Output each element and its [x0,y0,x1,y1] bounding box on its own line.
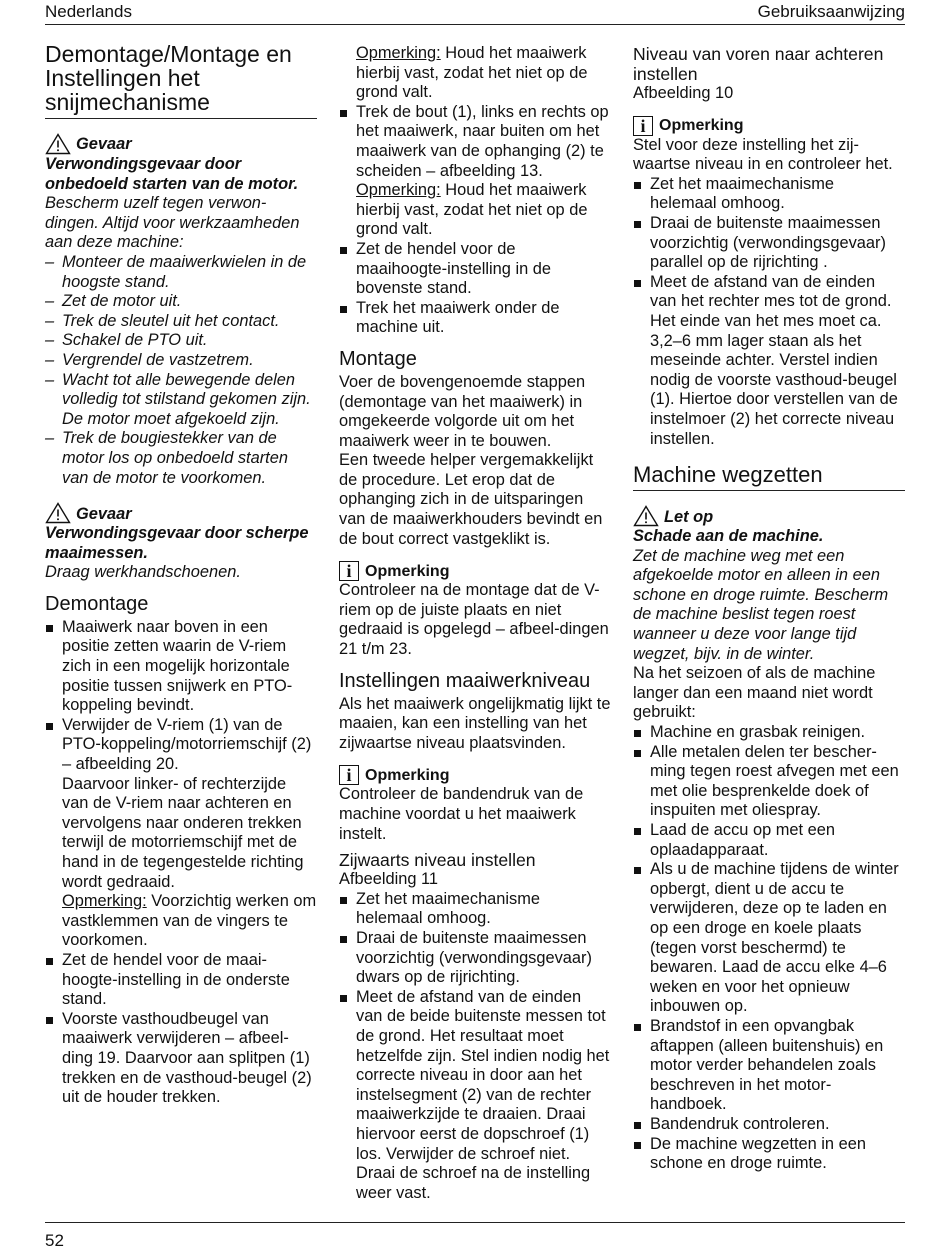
wegzetten-heading: Machine wegzetten [633,463,905,491]
note-text: Controleer na de montage dat de V-riem op de juiste plaats en niet gedraaid is opgelegd – afbeel-dingen 21 t/m 23. [339,581,609,659]
page-header [45,0,905,25]
list-item: De machine wegzetten in een schone en droge ruimte. [633,1135,905,1174]
caution-label: Let op [664,507,714,526]
caution-text: Zet de machine weg met een afgekoelde motor en alleen in een schone en droge ruimte. Bescherm de machine beslist tegen roest wanneer u deze voor lange tijd wegzet, bijv. in de winter. [633,546,889,663]
continued-note [339,44,611,103]
header-doc-type: Gebruiksaanwijzing [757,2,905,21]
note-label: Opmerking: [356,181,441,200]
list-item: Als u de machine tijdens de winter opbergt, dient u de accu te verwijderen, deze op te laden en op een droge en koele plaats (tegen vorst beschermd) te bewaren. Laad de accu elke 4–6 weken en voor het opnieuw inbouwen op. [633,860,905,1017]
warning-triangle-icon [45,502,71,524]
zijwaarts-list [339,890,611,1204]
demontage-list-cont [339,103,611,338]
note-header [339,561,611,581]
warning-text: Draag werkhandschoenen. [45,563,241,582]
info-i-icon: i [339,765,359,785]
list-item: Bandendruk controleren. [633,1115,905,1135]
list-item: Brandstof in een opvangbak aftappen (alleen buitenshuis) en motor verder behandelen zoals beschreven in het motor-handboek. [633,1017,905,1115]
warning-label: Gevaar [76,504,132,523]
list-item: Zet het maaimechanisme helemaal omhoog. [339,890,611,929]
list-item: Draai de buitenste maaimessen voorzichtig (verwondingsgevaar) parallel op de rijrichting . [633,214,905,273]
page-number: 52 [45,1231,64,1250]
montage-paragraph: Voer de bovengenoemde stappen (demontage van het maaiwerk) in omgekeerde volgorde uit om het maaiwerk weer in te bouwen. [339,372,586,450]
column-1 [45,42,317,1108]
list-item: Draai de buitenste maaimessen voorzichtig (verwondingsgevaar) dwars op de rijrichting. [339,929,611,988]
list-item: Machine en grasbak reinigen. [633,723,905,743]
list-item: – Trek de sleutel uit het contact. [45,312,317,332]
list-item: – Wacht tot alle bewegende delen volledig tot stilstand gekomen zijn. De motor moet afgekoeld zijn. [45,371,317,430]
section-title: Demontage/Montage en Instellingen het snijmechanisme [45,42,317,119]
list-item: – Zet de motor uit. [45,292,317,312]
note-label: Opmerking: [356,44,441,62]
figure-reference: Afbeelding 10 [633,84,734,102]
list-item: Zet het maaimechanisme helemaal omhoog. [633,175,905,214]
note-text: Stel voor deze instelling het zij-waartse niveau in en controleer het. [633,135,893,174]
list-item [45,716,317,951]
list-item: – Trek de bougiestekker van de motor los op onbedoeld starten van de motor te voorkomen. [45,429,317,488]
instellingen-heading: Instellingen maaiwerkniveau [339,669,591,692]
note-label: Opmerking [365,562,450,580]
note-label: Opmerking [659,117,744,134]
header-language: Nederlands [45,2,132,21]
warning-headline: Verwondingsgevaar door scherpe maaimessen. [45,524,309,562]
warning-headline: Verwondingsgevaar door onbedoeld starten van de motor. [45,155,299,193]
caution-header [633,505,905,527]
wegzetten-intro: Na het seizoen of als de machine langer dan een maand niet wordt gebruikt: [633,664,876,722]
list-item: Zet de hendel voor de maaihoogte-instelling in de bovenste stand. [339,240,611,299]
warning-header-1 [45,133,317,155]
column-2 [339,44,611,1203]
list-item: Zet de hendel voor de maai-hoogte-instelling in de onderste stand. [45,951,317,1010]
info-i-icon: i [339,561,359,581]
list-item: – Schakel de PTO uit. [45,331,317,351]
item-extra: Daarvoor linker- of rechterzijde van de V-riem naar achteren en vervolgens naar onderen trekken terwijl de motorriemschijf met de hand in de tegengestelde richting wordt gedraaid. [62,774,304,891]
demontage-heading: Demontage [45,592,149,615]
column-3 [633,44,905,1174]
warning-triangle-icon [633,505,659,527]
niveau-list [633,175,905,449]
note-label: Opmerking [365,766,450,784]
montage-paragraph: Een tweede helper vergemakkelijkt de procedure. Let erop dat de ophanging zich in de uitsparingen van de maaiwerkhouders bevindt en de bout correct vastgeklikt is. [339,451,603,548]
list-item: Maaiwerk naar boven in een positie zetten waarin de V-riem zich in een mogelijk horizontale positie tussen snijwerk en PTO-koppeling bevindt. [45,618,317,716]
figure-reference: Afbeelding 11 [339,870,439,889]
list-item: – Vergrendel de vastzetrem. [45,351,317,371]
list-item: Meet de afstand van de einden van het rechter mes tot de grond. Het einde van het mes moet ca. 3,2–6 mm lager staan als het meseinde achter. Verstel indien nodig de voorste vasthoud-beugel (1). Hiertoe door verstellen van de instelmoer (2) het correcte niveau instellen. [633,273,905,449]
warning-list [45,253,317,488]
warning-text: Bescherm uzelf tegen verwon-dingen. Altijd voor werkzaamheden aan deze machine: [45,194,300,252]
item-main: Trek de bout (1), links en rechts op het maaiwerk, naar buiten om het maaiwerk van de ophanging (2) te scheiden – afbeelding 13. [356,102,609,180]
note-label: Opmerking: [62,892,147,911]
instellingen-paragraph: Als het maaiwerk ongelijkmatig lijkt te maaien, kan een instelling van het zijwaartse niveau plaatsvinden. [339,694,611,752]
warning-triangle-icon [45,133,71,155]
list-item: Voorste vasthoudbeugel van maaiwerk verwijderen – afbeel-ding 19. Daarvoor aan splitpen (1) trekken en de vasthoud-beugel (2) uit de houder trekken. [45,1010,317,1108]
list-item: Meet de afstand van de einden van de beide buitenste messen tot de grond. Het resultaat moet hetzelfde zijn. Stel indien nodig het correcte niveau in door aan het instelsegment (2) van de rechter maaiwerkzijde te draaien. Draai hiervoor eerst de dopschroef (1) los. Verwijder de schroef niet. Draai de schroef na de instelling weer vast. [339,988,611,1204]
note-header [633,116,905,136]
note-text: Voorzichtig werken om vastklemmen van de vingers te voorkomen. [62,892,317,950]
info-i-icon: i [633,116,653,136]
list-item: Laad de accu op met een oplaadapparaat. [633,821,905,860]
note-text: Controleer de bandendruk van de machine voordat u het maaiwerk instelt. [339,785,584,843]
note-header [339,765,611,785]
montage-heading: Montage [339,347,417,370]
note-text: Houd het maaiwerk hierbij vast, zodat het niet op de grond valt. [356,44,588,102]
note-text: Houd het maaiwerk hierbij vast, zodat het niet op de grond valt. [356,181,588,239]
zijwaarts-heading: Zijwaarts niveau instellen [339,850,536,871]
niveau-heading: Niveau van voren naar achteren instellen [633,44,884,84]
warning-label: Gevaar [76,135,132,154]
warning-header-2 [45,502,317,524]
list-item: Alle metalen delen ter bescher-ming tegen roest afvegen met een met olie besprenkelde doek of inspuiten met oliespray. [633,743,905,821]
demontage-list [45,618,317,1108]
list-item: Trek het maaiwerk onder de machine uit. [339,299,611,338]
page-footer [45,1222,905,1251]
list-item: – Monteer de maaiwerkwielen in de hoogste stand. [45,253,317,292]
list-item [339,103,611,240]
item-main: Verwijder de V-riem (1) van de PTO-koppeling/motorriemschijf (2) – afbeelding 20. [62,715,312,774]
wegzetten-list [633,723,905,1174]
caution-headline: Schade aan de machine. [633,527,824,546]
